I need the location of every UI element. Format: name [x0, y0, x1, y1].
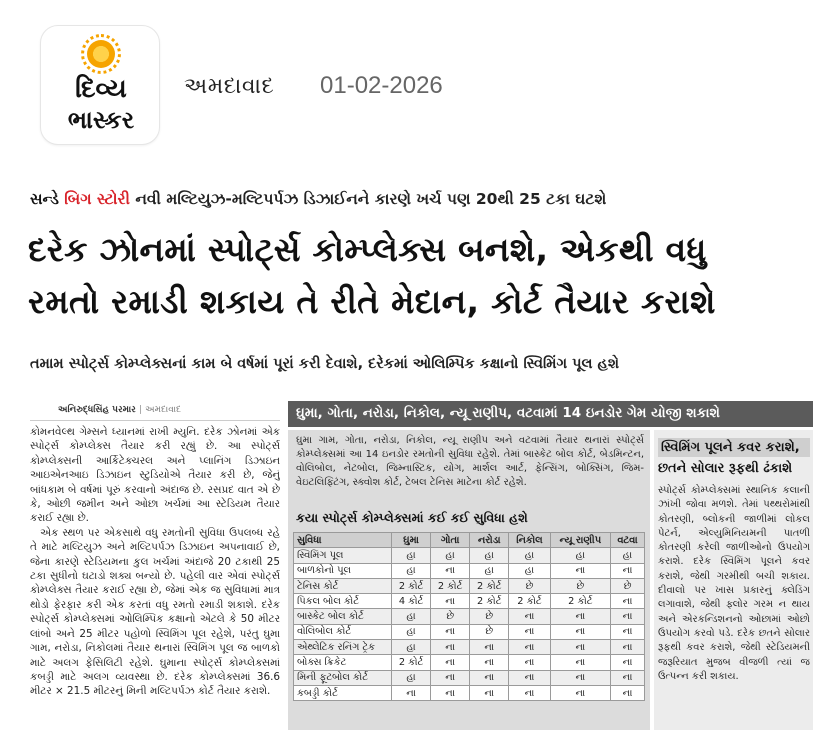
facility-value-cell: ના [509, 624, 550, 639]
kicker-label: સન્ડે [30, 190, 59, 208]
facility-value-cell: ના [610, 670, 644, 685]
sidebar-body: સ્પોર્ટ્સ કોમ્પ્લેક્સમાં સ્થાનિક કલાની ઝાંખી જોવા મળશે. તેમાં પથ્થરોમાંથી કોતરણી, બ્લોકની જાળીમાં લોકલ પેટર્ન, એલ્યુમિનિયમની પાતળી કોતરણી કરેલી જાળીઓનો ઉપયોગ કરાશે. દરેક સ્વિમિંગ પૂલને કવર કરાશે, જેથી ગરમીથી બચી શકાય. દીવાલો પર ખાસ પ્રકારનું ક્લેડિંગ લગાવાશે, જેથી ફ્લોર ગરમ ન થાય અને એરકન્ડિશનનો ઓછામાં ઓછો ઉપયોગ કરવો પડે. દરેક છતને સોલાર રૂફથી કવર કરાશે, જેથી સ્ટેડિયમની જરૂરિયાત મુજબ વીજળી ત્યાં જ ઉત્પન્ન કરી શકાય. [658, 485, 810, 682]
facility-value-cell: ના [550, 670, 610, 685]
kicker-tag: બિગ સ્ટોરી [64, 190, 130, 208]
facility-name-cell: બોક્સ ક્રિકેટ [294, 655, 392, 670]
facility-value-cell: ના [509, 670, 550, 685]
facility-value-cell: હા [392, 640, 431, 655]
edition-date: 01-02-2026 [320, 72, 443, 99]
facility-value-cell: 2 કોર્ટ [431, 578, 470, 593]
facility-value-cell: 2 કોર્ટ [392, 578, 431, 593]
facility-value-cell: હા [392, 548, 431, 563]
table-header-cell: વટવા [610, 533, 644, 548]
facility-value-cell: ના [431, 640, 470, 655]
facility-name-cell: બાસ્કેટ બોલ કોર્ટ [294, 609, 392, 624]
logo-text-line2: ભાસ્કર [67, 106, 135, 134]
facility-value-cell: હા [392, 670, 431, 685]
divider [30, 420, 280, 421]
facility-name-cell: મિની ફૂટબોલ કોર્ટ [294, 670, 392, 685]
facility-name-cell: કબડ્ડી કોર્ટ [294, 685, 392, 700]
facility-value-cell: હા [610, 548, 644, 563]
facility-value-cell: ના [431, 685, 470, 700]
facility-value-cell: ના [550, 609, 610, 624]
table-row [294, 594, 645, 609]
facility-value-cell: ના [470, 685, 509, 700]
logo-text-line1: દિવ્ય [75, 74, 127, 104]
table-row [294, 578, 645, 593]
facility-value-cell: ના [470, 655, 509, 670]
facility-name-cell: ટેનિસ કોર્ટ [294, 578, 392, 593]
facility-value-cell: હા [550, 548, 610, 563]
facility-value-cell: 2 કોર્ટ [470, 578, 509, 593]
facility-value-cell: ના [509, 655, 550, 670]
sidebar-headline [658, 438, 810, 478]
table-row [294, 670, 645, 685]
facility-value-cell: હા [470, 563, 509, 578]
facility-value-cell: ના [610, 685, 644, 700]
article-body-left [30, 425, 280, 730]
facility-value-cell: ના [610, 655, 644, 670]
table-row [294, 624, 645, 639]
facility-value-cell: હા [392, 624, 431, 639]
facility-value-cell: ના [392, 685, 431, 700]
sidebar-headline-line1: સ્વિમિંગ પૂલને કવર કરાશે, [658, 438, 810, 457]
headline-line-2: રમતો રમાડી શકાય તે રીતે મેદાન, કોર્ટ તૈયાર કરાશે [28, 282, 716, 321]
paragraph-2: એક સ્થળ પર એકસાથે વધુ રમતોની સુવિધા ઉપલબ્ધ રહે તે માટે મલ્ટિયુઝ અને મલ્ટિપર્પઝ ડિઝાઇન અપનાવાઈ છે, જેના કારણે સ્ટેડિયમના કુલ ખર્ચમાં અંદાજે 20 ટકાથી 25 ટકા સુધીનો ઘટાડો શક્ય બન્યો છે. પહેલી વાર એવાં સ્પોર્ટ્સ કોમ્પ્લેક્સ તૈયાર કરાઈ રહ્યા છે, જેમાં એક જ સુવિધામાં માત્ર થોડો ફેરફાર કરી એક કરતાં વધુ રમતો રમાડી શકાશે. દરેક સ્પોર્ટ્સ કોમ્પ્લેક્સમાં ઓલિમ્પિક કક્ષાનો એટલે કે 50 મીટર લાંબો અને 25 મીટર પહોળો સ્વિમિંગ પૂલ રહેશે, પરંતુ ઘુમા ગામ, નરોડા, નિકોલમાં તૈયાર થનારાં સ્વિમિંગ પૂલ જ બાળકો માટે અલગ ફેસિલિટી રહેશે. ઘુમાના સ્પોર્ટ્સ કોમ્પ્લેક્સમાં કબડ્ડી માટે અલગ વ્યવસ્થા છે. દરેક કોમ્પ્લેક્સમાં 36.6 મીટર × 21.5 મીટરનું મિની મલ્ટિપર્પઝ કોર્ટ તૈયાર કરાશે. [30, 526, 280, 698]
facility-value-cell: ના [470, 640, 509, 655]
facility-value-cell: 2 કોર્ટ [550, 594, 610, 609]
facility-value-cell: ના [431, 655, 470, 670]
facility-value-cell: હા [392, 563, 431, 578]
byline-author: અનિરુદ્ધસિંહ પરમાર [58, 405, 136, 415]
facility-value-cell: 2 કોર્ટ [470, 594, 509, 609]
table-row [294, 609, 645, 624]
facility-value-cell: 2 કોર્ટ [392, 655, 431, 670]
facility-name-cell: સ્વિમિંગ પૂલ [294, 548, 392, 563]
facility-value-cell: ના [550, 624, 610, 639]
indoor-games-text: ઘુમા ગામ, ગોતા, નરોડા, નિકોલ, ન્યૂ રાણીપ અને વટવામાં તૈયાર થનારાં સ્પોર્ટ્સ કોમ્પ્લેક્સમાં આ 14 ઇનડોર રમતોની સુવિધા રહેશે. તેમાં બાસ્કેટ બોલ કોર્ટ, બેડમિન્ટન, વોલિબોલ, નેટબોલ, જિમ્નાસ્ટિક, યોગ, માર્શલ આર્ટ, ફેન્સિંગ, બોક્સિંગ, જિમ-વેઇટલિફ્ટિંગ, સ્ક્વોશ કોર્ટ, ટેબલ ટેનિસ માટેના કોર્ટ રહેશે. [296, 435, 644, 488]
facility-value-cell: છે [550, 578, 610, 593]
facility-value-cell: ના [509, 640, 550, 655]
facility-value-cell: 4 કોર્ટ [392, 594, 431, 609]
table-header-cell: ઘુમા [392, 533, 431, 548]
table-header-cell: નિકોલ [509, 533, 550, 548]
paragraph-1: કોમનવેલ્થ ગેમ્સને ધ્યાનમાં રાખી મ્યુનિ. દરેક ઝોનમાં એક સ્પોર્ટ્સ કોમ્પ્લેક્સ તૈયાર કરી રહ્યું છે. આ સ્પોર્ટ્સ કોમ્પ્લેક્સની આર્કિટેક્ચરલ અને પ્લાનિંગ ડિઝાઇન આઇએનઆઇ ડિઝાઇન સ્ટુડિયોએ તૈયાર કરી છે, જેનું બાંધકામ બે વર્ષમાં પૂરું કરવાનો અંદાજ છે. રસપ્રદ વાત એ છે કે, ઓછી જમીન અને ઓછા ખર્ચમાં આ સ્ટેડિયમ તૈયાર કરાઈ રહ્યા છે. [30, 426, 280, 525]
facility-value-cell: ના [550, 563, 610, 578]
table-body [294, 548, 645, 701]
byline [58, 405, 181, 415]
edition-city: અમદાવાદ [184, 74, 275, 99]
facility-name-cell: વોલિબોલ કોર્ટ [294, 624, 392, 639]
facility-value-cell: ના [610, 563, 644, 578]
facility-value-cell: હા [470, 548, 509, 563]
facility-value-cell: છે [470, 609, 509, 624]
table-row [294, 655, 645, 670]
facility-value-cell: હા [509, 548, 550, 563]
headline-line-1: દરેક ઝોનમાં સ્પોર્ટ્સ કોમ્પ્લેક્સ બનશે, એકથી વધુ [28, 230, 707, 269]
facility-value-cell: 2 કોર્ટ [509, 594, 550, 609]
facility-value-cell: ના [550, 685, 610, 700]
facility-value-cell: ના [431, 624, 470, 639]
byline-separator: | [138, 405, 143, 415]
table-header-cell: ન્યૂ રાણીપ [550, 533, 610, 548]
table-header-row [294, 533, 645, 548]
facility-name-cell: પિકલ બોલ કોર્ટ [294, 594, 392, 609]
facility-value-cell: ના [610, 609, 644, 624]
facility-value-cell: ના [610, 624, 644, 639]
table-header-cell: સુવિધા [294, 533, 392, 548]
story-kicker [30, 190, 810, 209]
facility-value-cell: ના [550, 655, 610, 670]
facility-value-cell: ના [610, 640, 644, 655]
facility-value-cell: છે [470, 624, 509, 639]
sidebar-headline-line2: છતને સોલાર રૂફથી ઢંકાશે [658, 461, 793, 476]
facility-value-cell: ના [431, 563, 470, 578]
facility-value-cell: છે [431, 609, 470, 624]
facility-value-cell: ના [431, 670, 470, 685]
facility-value-cell: હા [509, 563, 550, 578]
facility-value-cell: હા [392, 609, 431, 624]
byline-place: અમદાવાદ [145, 405, 182, 415]
sun-icon [87, 40, 115, 68]
newspaper-logo [40, 25, 160, 145]
facility-value-cell: ના [470, 670, 509, 685]
table-row [294, 640, 645, 655]
facility-value-cell: ના [610, 594, 644, 609]
table-row [294, 548, 645, 563]
subheadline: તમામ સ્પોર્ટ્સ કોમ્પ્લેક્સનાં કામ બે વર્ષમાં પૂરાં કરી દેવાશે, દરેકમાં ઓલિમ્પિક કક્ષાનો સ્વિમિંગ પૂલ હશે [30, 356, 620, 372]
table-header-cell: નરોડા [470, 533, 509, 548]
facility-name-cell: બાળકોનો પૂલ [294, 563, 392, 578]
facility-value-cell: ના [550, 640, 610, 655]
facility-value-cell: છે [509, 578, 550, 593]
indoor-games-banner: ઘુમા, ગોતા, નરોડા, નિકોલ, ન્યૂ રાણીપ, વટવામાં 14 ઇનડોર ગેમ યોજી શકાશે [288, 401, 813, 427]
facility-value-cell: છે [610, 578, 644, 593]
facility-value-cell: ના [509, 609, 550, 624]
facilities-table [293, 532, 645, 701]
table-title: કયા સ્પોર્ટ્સ કોમ્પ્લેક્સમાં કઈ કઈ સુવિધા હશે [296, 510, 528, 525]
facility-value-cell: ના [431, 594, 470, 609]
kicker-text: નવી મલ્ટિયુઝ-મલ્ટિપર્પઝ ડિઝાઈનને કારણે ખર્ચ પણ 20થી 25 ટકા ઘટશે [135, 190, 607, 208]
facility-value-cell: હા [431, 548, 470, 563]
facility-name-cell: એથ્લેટિક રનિંગ ટ્રેક [294, 640, 392, 655]
facility-value-cell: ના [509, 685, 550, 700]
table-header-cell: ગોતા [431, 533, 470, 548]
table-row [294, 563, 645, 578]
table-row [294, 685, 645, 700]
